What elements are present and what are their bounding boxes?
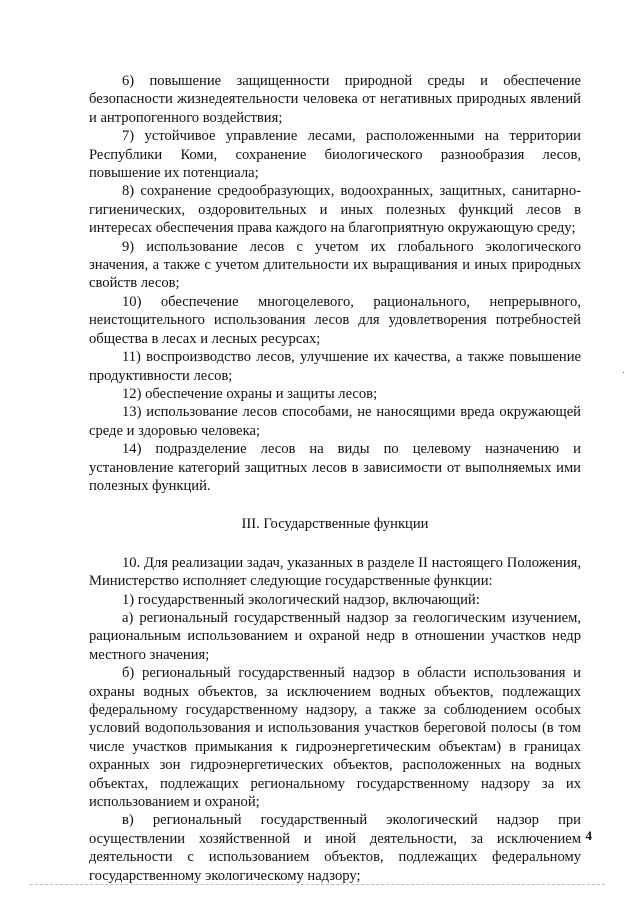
- section-paragraph-a: а) региональный государственный надзор за геологическим изучением, рациональным использованием и охраной недр в отношении участков недр местного значения;: [89, 609, 581, 663]
- list-item-11: 11) воспроизводство лесов, улучшение их качества, а также повышение продуктивности лесов;: [89, 349, 581, 384]
- list-item-10: 10) обеспечение многоцелевого, рационального, непрерывного, неистощительного использования лесов для удовлетворения потребностей общества в лесах и лесных ресурсах;: [89, 293, 581, 347]
- list-item-8: 8) сохранение средообразующих, водоохранных, защитных, санитарно-гигиенических, оздоровительных и иных полезных функций лесов в интересах обеспечения права каждого на благоприятную окружающую среду;: [89, 183, 581, 237]
- section-paragraph-b: б) региональный государственный надзор в области использования и охраны водных объектов, за исключением водных объектов, подлежащих федеральному государственному надзору, а также за соблюдением особых условий водопользования и использования участков береговой полосы (в том числе участков примыкания к гидроэнергетическим объектам) в границах охранных зон гидроэнергетических объектов, расположенных на водных объектах, подлежащих региональному государственному надзору за их использованием и охраной;: [89, 665, 581, 811]
- list-item-14: 14) подразделение лесов на виды по целевому назначению и установление категорий защитных лесов в зависимости от выполняемых ими полезных функций.: [89, 441, 581, 494]
- list-item-7: 7) устойчивое управление лесами, расположенными на территории Республики Коми, сохранение биологического разнообразия лесов, повышение их потенциала;: [89, 128, 581, 182]
- page-body: [89, 72, 581, 885]
- margin-mark: ·: [622, 368, 626, 379]
- list-item-6: 6) повышение защищенности природной среды и обеспечение безопасности жизнедеятельности человека от негативных природных явлений и антропогенного воздействия;: [89, 73, 581, 126]
- scan-edge-divider: [30, 884, 605, 885]
- section-paragraph-1: 1) государственный экологический надзор, включающий:: [122, 591, 480, 608]
- section-heading: III. Государственные функции: [241, 516, 429, 533]
- page-number: 4: [585, 828, 592, 843]
- section-paragraph-intro: 10. Для реализации задач, указанных в разделе II настоящего Положения, Министерство исполняет следующие государственные функции:: [89, 554, 581, 590]
- list-item-9: 9) использование лесов с учетом их глобального экологического значения, а также с учетом длительности их выращивания и иных природных свойств лесов;: [89, 238, 581, 292]
- list-item-12: 12) обеспечение охраны и защиты лесов;: [122, 385, 378, 402]
- list-item-13: 13) использование лесов способами, не наносящими вреда окружающей среде и здоровью человека;: [89, 404, 581, 439]
- section-paragraph-v: в) региональный государственный экологический надзор при осуществлении хозяйственной и иной деятельности, за исключением деятельности с использованием объектов, подлежащих федеральному государственному экологическому надзору;: [89, 812, 581, 884]
